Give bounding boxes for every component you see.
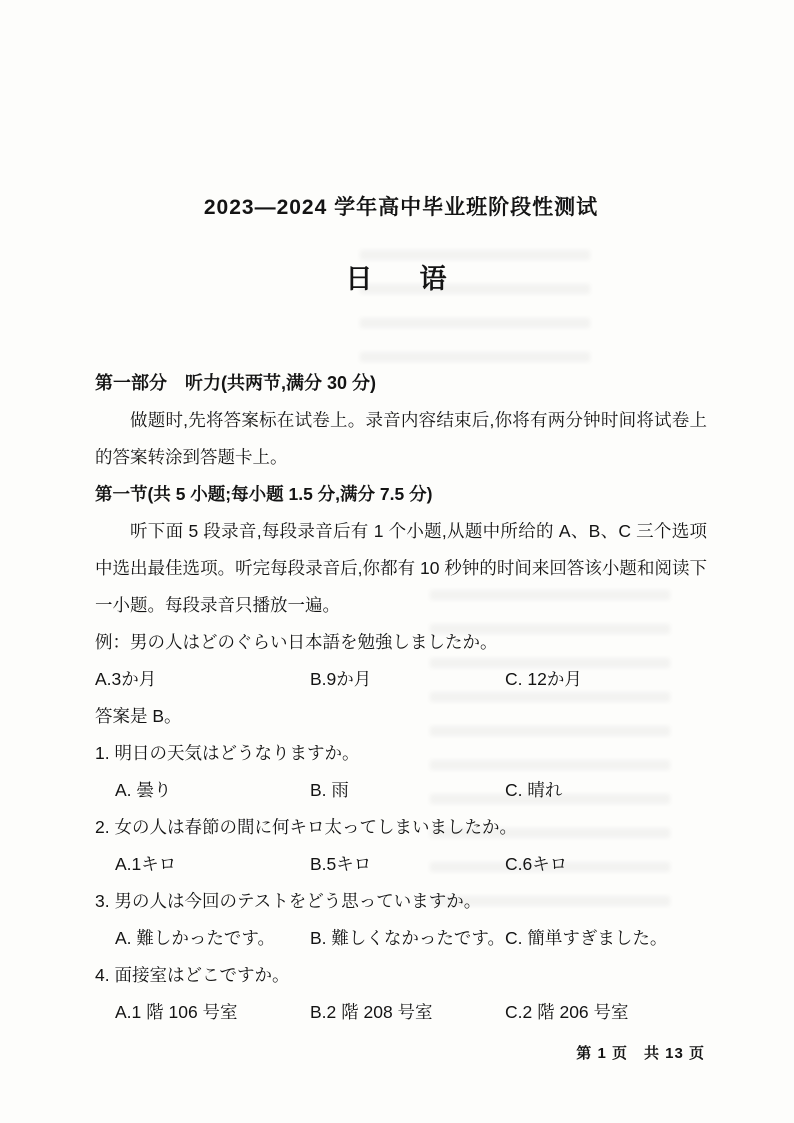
question-4-text: 4. 面接室はどこですか。 xyxy=(95,965,290,985)
question-2-option-a: A.1キロ xyxy=(115,854,177,874)
question-3-option-b: B. 難しくなかったです。 xyxy=(310,928,505,948)
part-one-instructions: 听下面 5 段录音,每段录音后有 1 个小题,从题中所给的 A、B、C 三个选项中选出最佳选项。听完每段录音后,你都有 10 秒钟的时间来回答该小题和阅读下一小题。每段录音只播放一遍。 xyxy=(95,521,707,615)
question-2-text: 2. 女の人は春節の間に何キロ太ってしまいましたか。 xyxy=(95,817,517,837)
page-content xyxy=(95,0,707,1031)
example-option-a: A.3か月 xyxy=(95,669,157,689)
example-option-c: C. 12か月 xyxy=(505,669,582,689)
question-3-text: 3. 男の人は今回のテストをどう思っていますか。 xyxy=(95,891,482,911)
question-4-options-row xyxy=(95,994,707,1031)
general-instructions: 做题时,先将答案标在试卷上。录音内容结束后,你将有两分钟时间将试卷上的答案转涂到答题卡上。 xyxy=(95,410,707,467)
question-1-option-a: A. 曇り xyxy=(115,780,172,800)
question-1-option-c: C. 晴れ xyxy=(505,780,563,800)
part-one-heading: 第一节(共 5 小题;每小题 1.5 分,满分 7.5 分) xyxy=(95,484,433,504)
subject-title: 日 语 xyxy=(345,264,457,294)
question-2-option-c: C.6キロ xyxy=(505,854,568,874)
question-3-option-c: C. 簡単すぎました。 xyxy=(505,928,668,948)
question-3-options-row xyxy=(95,920,707,957)
question-4-option-b: B.2 階 208 号室 xyxy=(310,1002,433,1022)
example-options-row xyxy=(95,661,707,698)
question-1-options-row xyxy=(95,772,707,809)
question-3-option-a: A. 難しかったです。 xyxy=(115,928,275,948)
question-1-option-b: B. 雨 xyxy=(310,780,349,800)
exam-title: 2023—2024 学年高中毕业班阶段性测试 xyxy=(203,196,599,219)
page-number-footer: 第 1 页 共 13 页 xyxy=(576,1045,705,1062)
example-question: 例：男の人はどのぐらい日本語を勉強しましたか。 xyxy=(95,632,498,652)
question-2-options-row xyxy=(95,846,707,883)
listening-section-heading: 第一部分 听力(共两节,满分 30 分) xyxy=(95,373,377,393)
question-4-option-c: C.2 階 206 号室 xyxy=(505,1002,629,1022)
question-2-option-b: B.5キロ xyxy=(310,854,372,874)
question-1-text: 1. 明日の天気はどうなりますか。 xyxy=(95,743,360,763)
question-4-option-a: A.1 階 106 号室 xyxy=(115,1002,238,1022)
example-option-b: B.9か月 xyxy=(310,669,372,689)
example-answer-note: 答案是 B。 xyxy=(95,706,182,726)
